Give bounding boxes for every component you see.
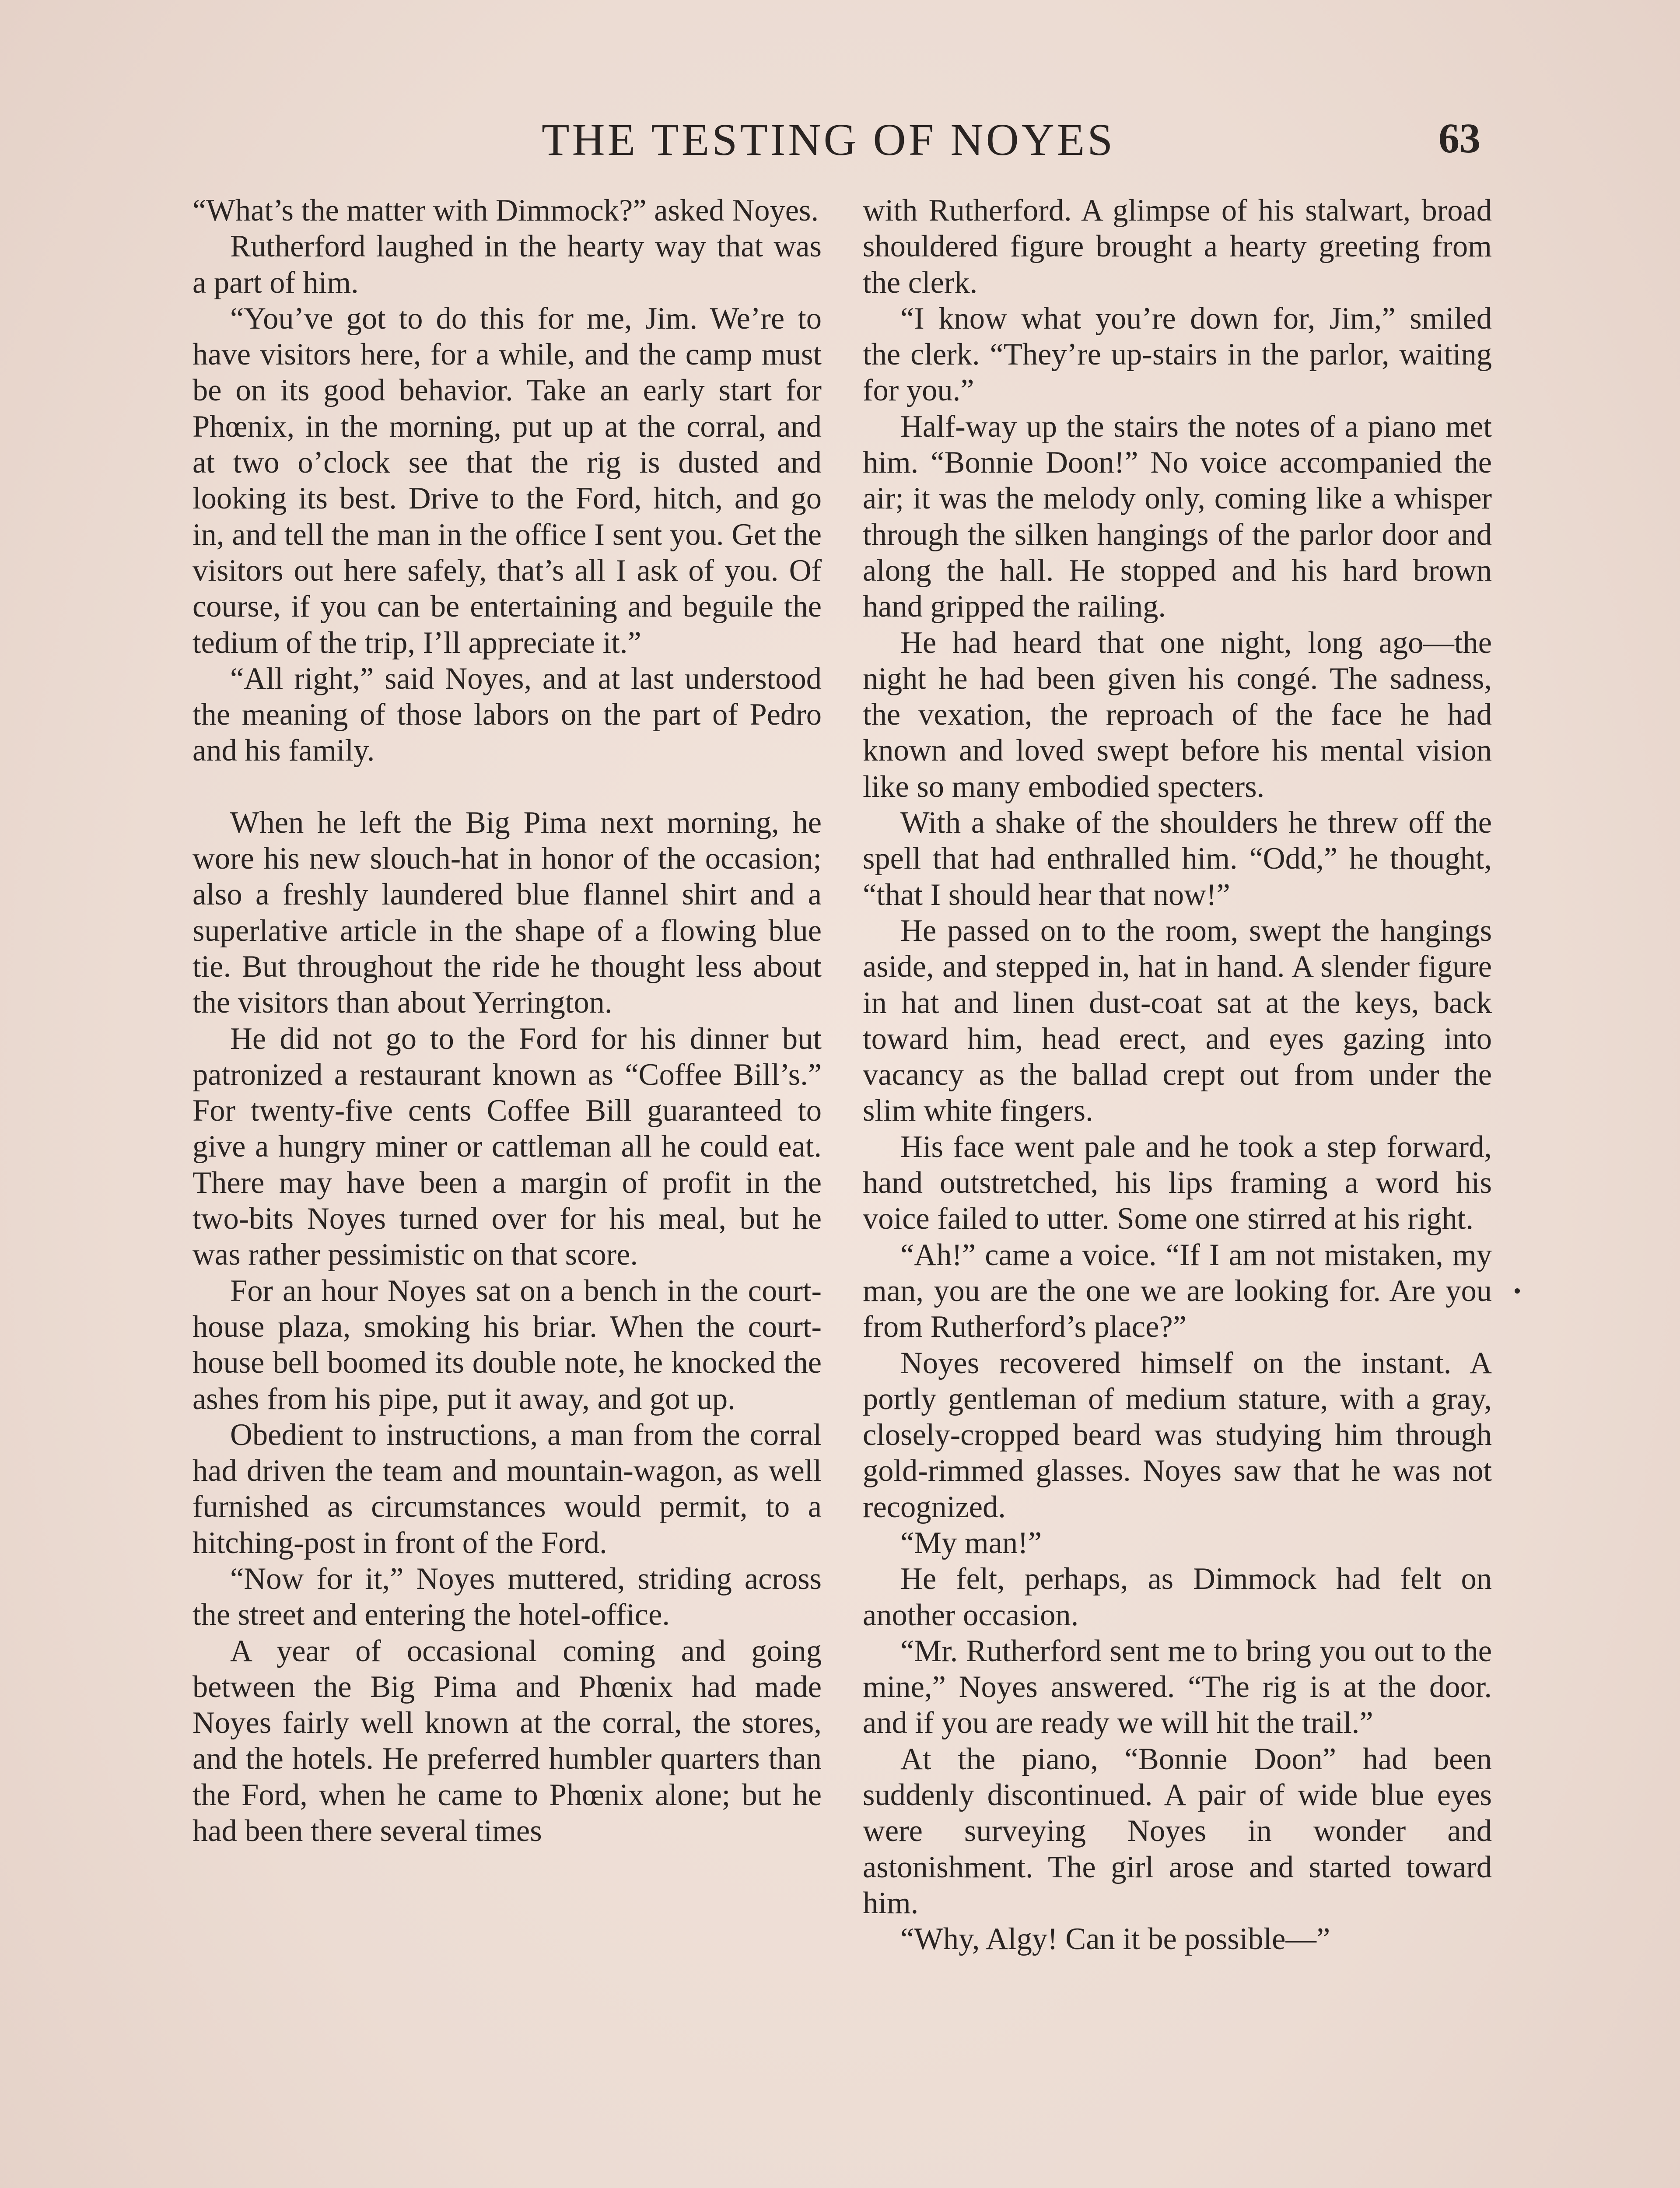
paragraph: For an hour Noyes sat on a bench in the court-house plaza, smoking his briar. When the court-house bell boomed its double note, he knocked the ashes from his pipe, put it away, and got up. [192,1273,822,1416]
paragraph: At the piano, “Bonnie Doon” had been suddenly discontinued. A pair of wide blue eyes were surveying Noyes in wonder and astonishment. The girl arose and started toward him. [863,1742,1492,1920]
paragraph: He did not go to the Ford for his dinner but patronized a restaurant known as “Coffee Bill’s.” For twenty-five cents Coffee Bill guaranteed to give a hungry miner or cattleman all he could eat. There may have been a margin of profit in the two-bits Noyes turned over for his meal, but he was rather pessimistic on that score. [192,1021,822,1272]
page-number: 63 [1438,115,1480,161]
running-title: THE TESTING OF NOYES [542,115,1116,165]
paragraph: “Why, Algy! Can it be possible—” [900,1922,1330,1957]
paragraph: Rutherford laughed in the hearty way that was a part of him. [192,229,822,300]
paragraph: He passed on to the room, swept the hangings aside, and stepped in, hat in hand. A slender figure in hat and linen dust-coat sat at the keys, back toward him, head erect, and eyes gazing into vacancy as the ballad crept out from under the slim white fingers. [863,913,1492,1128]
left-column [192,193,822,1849]
paragraph: “Now for it,” Noyes muttered, striding across the street and entering the hotel-office. [192,1561,822,1632]
paragraph: His face went pale and he took a step forward, hand outstretched, his lips framing a word his voice failed to utter. Some one stirred at his right. [863,1129,1492,1236]
right-column [863,193,1492,1957]
paragraph: When he left the Big Pima next morning, he wore his new slouch-hat in honor of the occasion; also a freshly laundered blue flannel shirt and a superlative article in the shape of a flowing blue tie. But throughout the ride he thought less about the visitors than about Yerrington. [192,805,822,1020]
paragraph: “What’s the matter with Dimmock?” asked Noyes. [192,193,819,228]
paragraph: Half-way up the stairs the notes of a piano met him. “Bonnie Doon!” No voice accompanied the air; it was the melody only, coming like a whisper through the silken hangings of the parlor door and along the hall. He stopped and his hard brown hand gripped the railing. [863,409,1492,624]
ink-speck [1515,1288,1520,1294]
paragraph: “Mr. Rutherford sent me to bring you out to the mine,” Noyes answered. “The rig is at the door. and if you are ready we will hit the trail.” [863,1634,1492,1740]
paragraph: “You’ve got to do this for me, Jim. We’re to have visitors here, for a while, and the camp must be on its good behavior. Take an early start for Phœnix, in the morning, put up at the corral, and at two o’clock see that the rig is dusted and looking its best. Drive to the Ford, hitch, and go in, and tell the man in the office I sent you. Get the visitors out here safely, that’s all I ask of you. Of course, if you can be entertaining and beguile the tedium of the trip, I’ll appreciate it.” [192,301,822,660]
paragraph: Obedient to instructions, a man from the corral had driven the team and mountain-wagon, as well furnished as circumstances would permit, to a hitching-post in front of the Ford. [192,1417,822,1560]
paragraph: “Ah!” came a voice. “If I am not mistaken, my man, you are the one we are looking for. Are you from Rutherford’s place?” [863,1238,1492,1344]
paragraph: He felt, perhaps, as Dimmock had felt on another occasion. [863,1562,1492,1632]
paragraph: with Rutherford. A glimpse of his stalwart, broad shouldered figure brought a hearty greeting from the clerk. [863,193,1492,300]
paragraph: A year of occasional coming and going between the Big Pima and Phœnix had made Noyes fairly well known at the corral, the stores, and the hotels. He preferred humbler quarters than the Ford, when he came to Phœnix alone; but he had been there several times [192,1634,822,1848]
paragraph: “All right,” said Noyes, and at last understood the meaning of those labors on the part of Pedro and his family. [192,661,822,768]
paragraph: “My man!” [900,1525,1042,1560]
paragraph: Noyes recovered himself on the instant. A portly gentleman of medium stature, with a gray, closely-cropped beard was studying him through gold-rimmed glasses. Noyes saw that he was not recognized. [863,1346,1492,1524]
paragraph: “I know what you’re down for, Jim,” smiled the clerk. “They’re up-stairs in the parlor, waiting for you.” [863,301,1492,408]
paragraph: He had heard that one night, long ago—the night he had been given his congé. The sadness, the vexation, the reproach of the face he had known and loved swept before his mental vision like so many embodied specters. [863,625,1492,804]
paragraph: With a shake of the shoulders he threw off the spell that had enthralled him. “Odd,” he thought, “that I should hear that now!” [863,806,1492,912]
